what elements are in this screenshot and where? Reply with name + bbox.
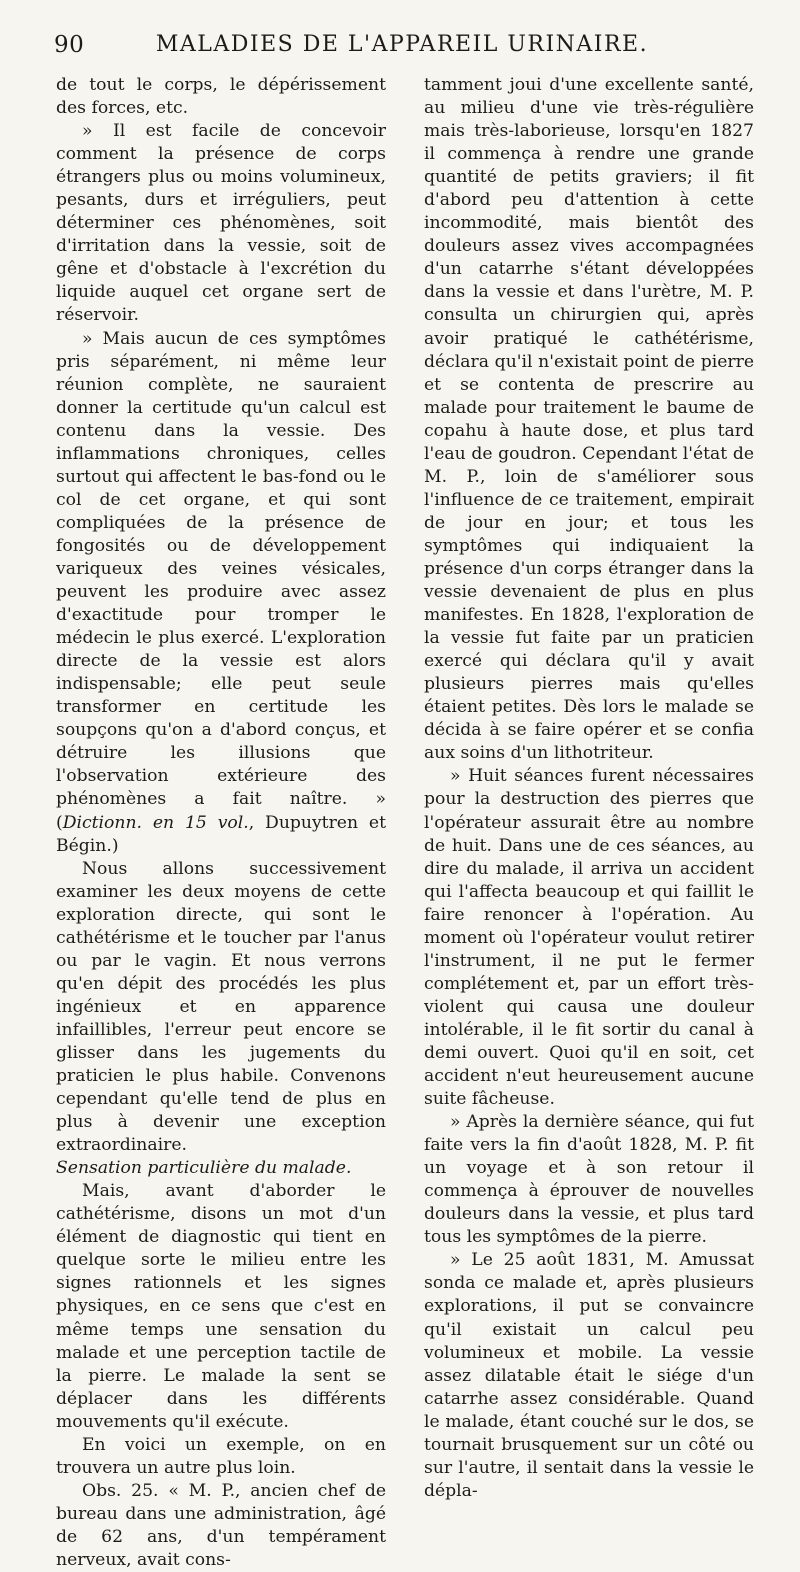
paragraph: tamment joui d'une excellente santé, au milieu d'une vie très-régulière mais très-laborieuse, lorsqu'en 1827 il commença à rendre une grande quantité de petits graviers; il fit d'abord peu d'attention à cette incommodité, mais bientôt des douleurs assez vives accompagnées d'un catarrhe s'étant développées dans la vessie et dans l'urètre, M. P. consulta un chirurgien qui, après avoir pratiqué le cathétérisme, déclara qu'il n'existait point de pierre et se contenta de prescrire au malade pour traitement le baume de copahu à haute dose, et plus tard l'eau de goudron. Cependant l'état de M. P., loin de s'améliorer sous l'influence de ce traitement, empirait de jour en jour; et tous les symptômes qui indiquaient la présence d'un corps étranger dans la vessie devenaient de plus en plus manifestes. En 1828, l'exploration de la vessie fut faite par un praticien exercé qui déclara qu'il y avait plusieurs pierres mais qu'elles étaient petites. Dès lors le malade se décida à se faire opérer et se confia aux soins d'un lithotriteur. [424,75,754,764]
paragraph: de tout le corps, le dépérissement des forces, etc. [56,75,386,119]
citation-authors: , Dupuytren et Bégin.) [56,812,386,856]
citation-source: Dictionn. en 15 vol. [62,812,249,833]
paragraph: » Après la dernière séance, qui fut faite vers la fin d'août 1828, M. P. fit un voyage et à son retour il commença à éprouver de nouvelles douleurs dans la vessie, et plus tard tous les symptômes de la pierre. [424,1112,754,1248]
paragraph: » Huit séances furent nécessaires pour la destruction des pierres que l'opérateur assurait être au nombre de huit. Dans une de ces séances, au dire du malade, il arriva un accident qui l'affecta beaucoup et qui faillit le faire renoncer à l'opération. Au moment où l'opérateur voulut retirer l'instrument, il ne put le fermer complétement et, par un effort très-violent qui causa une douleur intolérable, il le fit sortir du canal à demi ouvert. Quoi qu'il en soit, cet accident n'eut heureusement aucune suite fâcheuse. [424,766,754,1110]
observation-paragraph: Obs. 25. « M. P., ancien chef de bureau dans une administration, âgé de 62 ans, d'un tempérament nerveux, avait cons- [56,1480,386,1570]
running-title: MALADIES DE L'APPAREIL URINAIRE. [155,32,649,57]
paragraph: » Le 25 août 1831, M. Amussat sonda ce malade et, après plusieurs explorations, il put se convaincre qu'il existait un calcul peu volumineux et mobile. La vessie assez dilatable était le siége d'un catarrhe assez considérable. Quand le malade, étant couché sur le dos, se tournait brusquement sur un côté ou sur l'autre, il sentait dans la vessie le dépla- [424,1250,754,1501]
paragraph: Nous allons successivement examiner les deux moyens de cette exploration directe, qui sont le cathétérisme et le toucher par l'anus ou par le vagin. Et nous verrons qu'en dépit des procédés les plus ingénieux et en apparence infaillibles, l'erreur peut encore se glisser dans les jugements du praticien le plus habile. Convenons cependant qu'elle tend de plus en plus à devenir une exception extraordinaire. [56,858,386,1156]
right-column [424,74,754,1503]
paragraph: Mais, avant d'aborder le cathétérisme, disons un mot d'un élément de diagnostic qui tient en quelque sorte le milieu entre les signes rationnels et les signes physiques, en ce sens que c'est en même temps une sensation du malade et une perception tactile de la pierre. Le malade la sent se déplacer dans les différents mouvements qu'il exécute. [56,1181,386,1432]
paragraph [56,328,386,858]
paragraph: En voici un exemple, on en trouvera un autre plus loin. [56,1434,386,1478]
paragraph: » Il est facile de concevoir comment la présence de corps étrangers plus ou moins volumineux, pesants, durs et irréguliers, peut déterminer ces phénomènes, soit d'irritation dans la vessie, soit de gêne et d'obstacle à l'excrétion du liquide auquel cet organe sert de réservoir. [56,121,386,326]
page-number: 90 [54,32,85,58]
page-header [54,32,750,66]
left-column [56,74,386,1572]
paragraph-text: » Mais aucun de ces symptômes pris séparément, ni même leur réunion complète, ne sauraient donner la certitude qu'un calcul est contenu dans la vessie. Des inflammations chroniques, celles surtout qui affectent le bas-fond ou le col de cet organe, et qui sont compliquées de la présence de fongosités ou de développement variqueux des veines vésicales, peuvent les produire avec assez d'exactitude pour tromper le médecin le plus exercé. L'exploration directe de la vessie est alors indispensable; elle peut seule transformer en certitude les soupçons qu'on a d'abord conçus, et détruire les illusions que l'observation extérieure des phénomènes a fait naître. » [56,328,386,810]
citation-open: ( [56,812,63,833]
section-subheading: Sensation particulière du malade. [56,1158,352,1179]
